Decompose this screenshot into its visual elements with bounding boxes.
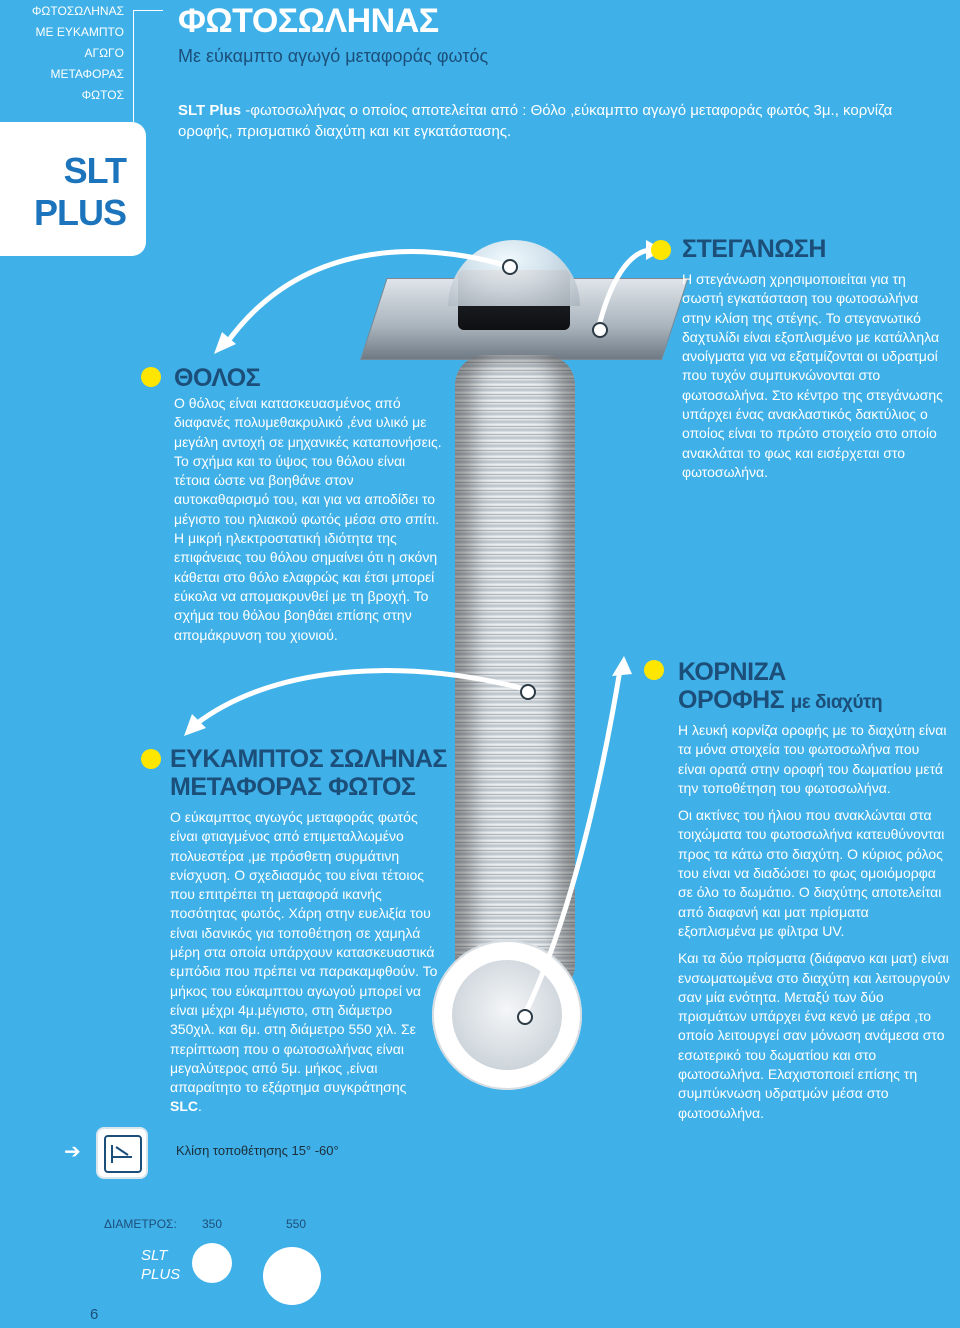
frame-paragraph: Η λευκή κορνίζα οροφής με το διαχύτη είναι τα μόνα στοιχεία του φωτοσωλήνα που είναι ορατά στην οροφή του δωματίου μετά την τοποθέτηση του φωτοσωλήνα. [678, 722, 947, 796]
callout-dot-dome [502, 259, 518, 275]
frame-title [678, 658, 882, 717]
roof-slope-glyph [106, 1137, 138, 1169]
side-nav-line: ΜΕΤΑΦΟΡΑΣ [50, 67, 124, 81]
callout-dot-tube [520, 684, 536, 700]
side-nav-line: ΜΕ ΕΥΚΑΜΠΤΟ [35, 25, 124, 39]
tube-title-line: ΜΕΤΑΦΟΡΑΣ ΦΩΤΟΣ [170, 773, 416, 801]
product-card-line: SLT [63, 150, 126, 191]
arrow-seal [598, 250, 652, 330]
page-subtitle: Με εύκαμπτο αγωγό μεταφοράς φωτός [178, 46, 489, 66]
callout-dot-frame [517, 1009, 533, 1025]
frame-paragraph: Και τα δύο πρίσματα (διάφανο και ματ) είναι ενσωματωμένα στο διαχύτη και λειτουργούν σαν μία ενότητα. Μεταξύ των δύο πρισμάτων υπάρχει ένα κενό με αέρα ,το οποίο λειτουργεί σαν μόνωση ανάμεσα στο εσωτερικό του δωματίου και στο φωτοσωλήνα. Ελαχιστοποιεί επίσης τη συμπύκνωση υδρατμών μέσα στο φωτοσωλήνα. [678, 950, 950, 1121]
tube-body-end: . [198, 1098, 202, 1115]
tube-title [170, 745, 447, 801]
diameter-350-circle [192, 1243, 232, 1283]
page-title: ΦΩΤΟΣΩΛΗΝΑΣ [178, 2, 439, 40]
seal-body: Η στεγάνωση χρησιμοποιείται για τη σωστή εγκατάσταση του φωτοσωλήνα στην κλίση της στέγης. Το στεγανωτικό δαχτυλίδι είναι εξοπλισμένο με κατάλληλα ανοίγματα για να εξατμίζονται οι υδρατμοί που τυχόν συμπυκνώνονται στο φωτοσωλήνα. Στο κέντρο της στεγάνωσης υπάρχει ένας ανακλαστικός δακτύλιος ο οποίος είναι το πρώτο στοιχείο στο οποίο ανακλάται το φως και εισέρχεται στο φωτοσωλήνα. [682, 271, 943, 480]
intro-rest: -φωτοσωλήνας ο οποίος αποτελείται από : Θόλο ,εύκαμπτο αγωγό μεταφοράς φωτός 3μ., κορνίζα οροφής, πρισματικό διαχύτη και κιτ εγκατάστασης. [178, 102, 893, 140]
page-number: 6 [90, 1306, 99, 1323]
side-nav-line: ΑΓΩΓΟ [84, 46, 124, 60]
diameter-550: 550 [286, 1217, 307, 1231]
frame-paragraph: Οι ακτίνες του ήλιου που ανακλώνται στα τοιχώματα του φωτοσωλήνα κατευθύνονται προς τα κάτω στο διαχύτη. Ο κύριος ρόλος του είναι να διαδώσει το φως ομοιόμορφα σε όλο το δωμάτιο. Ο διαχύτης αποτελείται από διαφανή και ματ πρίσματα εξοπλισμένα με φίλτρα UV. [678, 807, 945, 939]
bullet-dot-icon [644, 660, 664, 680]
bullet-dot-icon [141, 749, 161, 769]
dome-body: Ο θόλος είναι κατασκευασμένος από διαφανές πολυμεθακρυλικό ,ένα υλικό με μεγάλη αντοχή σε μηχανικές καταπονήσεις. Το σχήμα και το ύψος του θόλου είναι τέτοια ώστε να βοηθάνε στον αυτοκαθαρισμό του, και για να αποδίδει το μέγιστο του ηλιακού φωτός μέσα στο σπίτι. Η μικρή ηλεκτροστατική ιδιότητα της επιφάνειας του θόλου σημαίνει ότι η σκόνη κάθεται στο θόλο ελαφρώς και έτσι μπορεί εύκολα να απομακρυνθεί με τη βροχή. Το σχήμα του θόλου βοηθάει επίσης στην απομάκρυνση του χιονιού. [174, 395, 442, 643]
product-name-line: PLUS [141, 1266, 181, 1283]
diameter-350: 350 [202, 1217, 223, 1231]
product-name [141, 1246, 180, 1284]
bullet-dot-icon [651, 240, 671, 260]
tube-title-line: ΕΥΚΑΜΠΤΟΣ ΣΩΛΗΝΑΣ [170, 745, 447, 773]
side-nav-line: ΦΩΤΟΣΩΛΗΝΑΣ [31, 4, 124, 18]
product-name-line: SLT [141, 1247, 168, 1264]
tube-body-text: Ο εύκαμπτος αγωγός μεταφοράς φωτός είναι φτιαγμένος από επιμεταλλωμένο πολυεστέρα ,με πρόσθετη συρμάτινη ενίσχυση. Ο σχεδιασμός του είναι τέτοιος που επιτρέπει τη μεταφορά ικανής ποσότητας φωτός. Χάρη στην ευελιξία του είναι ιδανικός για τοποθέτηση σε χαμηλά μέρη στα οποία υπάρχουν κατασκευαστικά εμπόδια που πρέπει να παρακαμφθούν. Το μήκος του εύκαμπτου αγωγού μπορεί να είναι μέχρι 4μ.μέγιστο, στη διάμετρο 350χιλ. και 6μ. στη διάμετρο 550 χιλ. Σε περίπτωση που ο φωτοσωλήνας είναι μεγαλύτερος από 5μ. μήκος ,είναι απαραίτητο το εξάρτημα συγκράτησης [170, 809, 438, 1096]
arrow-dome [226, 252, 508, 344]
product-card-line: PLUS [33, 192, 126, 233]
frame-body [678, 721, 950, 1131]
dome-title: ΘΟΛΟΣ [174, 364, 261, 392]
frame-title-small: με διαχύτη [790, 692, 883, 713]
bullet-dot-icon [141, 367, 161, 387]
intro-strong: SLT Plus [178, 102, 242, 119]
diameter-550-circle [263, 1247, 321, 1305]
callout-dot-seal [592, 322, 608, 338]
arrow-tube [196, 671, 528, 724]
arrow-right-icon: ➔ [64, 1141, 81, 1163]
frame-title-line: ΚΟΡΝΙΖΑ [678, 658, 786, 686]
install-slope-label: Κλίση τοποθέτησης 15° -60° [176, 1143, 339, 1158]
arrow-frame [524, 670, 620, 1016]
tube-body [170, 808, 440, 1117]
frame-title-line: ΟΡΟΦΗΣ με διαχύτη [678, 686, 883, 714]
seal-title: ΣΤΕΓΑΝΩΣΗ [682, 235, 826, 263]
arrowhead-frame [612, 656, 632, 676]
diameter-label: ΔΙΑΜΕΤΡΟΣ: [104, 1217, 177, 1231]
tube-body-strong: SLC [170, 1098, 198, 1115]
side-nav-line: ΦΩΤΟΣ [81, 88, 124, 102]
